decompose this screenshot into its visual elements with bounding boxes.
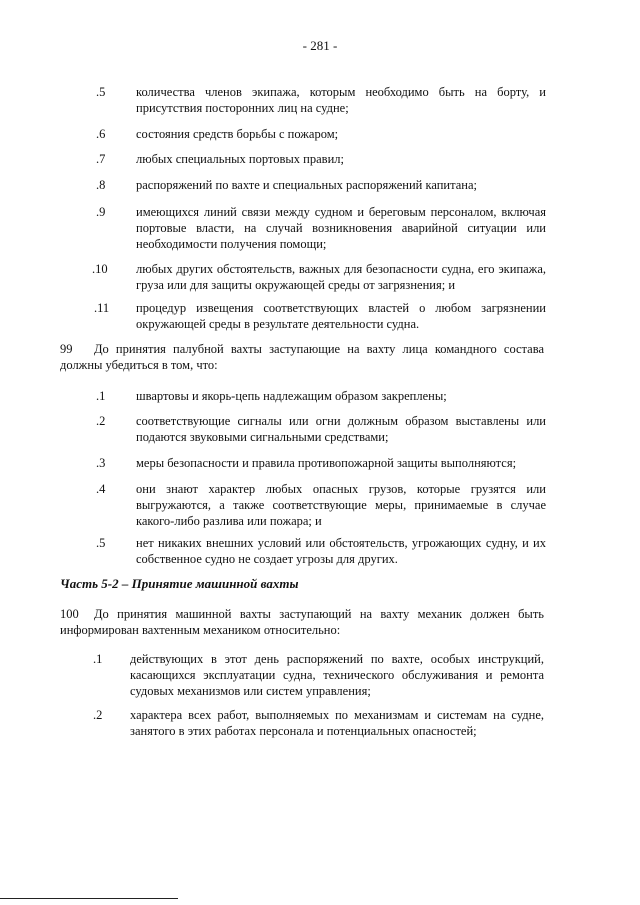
footnote-divider (0, 898, 178, 899)
item-text: нет никаких внешних условий или обстоятельств, угрожающих судну, и их собственное судно не создает угрозы для других. (136, 536, 546, 566)
item-text: состояния средств борьбы с пожаром; (136, 127, 339, 141)
item-number: .3 (96, 456, 106, 470)
paragraph-number: 99 (60, 342, 73, 356)
item-number: .5 (96, 536, 106, 550)
item-number: .8 (96, 178, 106, 192)
item-number: .1 (96, 389, 106, 403)
item-text: распоряжений по вахте и специальных распоряжений капитана; (136, 178, 477, 192)
item-text: соответствующие сигналы или огни должным образом выставлены или подаются звуковыми сигнальными средствами; (136, 414, 546, 444)
item-text: швартовы и якорь-цепь надлежащим образом закреплены; (136, 389, 447, 403)
page-number: - 281 - (302, 38, 338, 53)
paragraph-99 (60, 341, 544, 373)
section-heading: Часть 5-2 – Принятие машинной вахты (60, 576, 299, 591)
paragraph-100 (60, 606, 544, 638)
item-text: меры безопасности и правила противопожарной защиты выполняются; (136, 456, 517, 470)
paragraph-text: До принятия машинной вахты заступающий на вахту механик должен быть информирован вахтенным механиком относительно: (60, 607, 544, 637)
item-text: количества членов экипажа, которым необходимо быть на борту, и присутствия посторонних лиц на судне; (136, 85, 546, 115)
item-number: .11 (94, 301, 110, 315)
item-number: .7 (96, 152, 106, 166)
item-number: .2 (96, 414, 106, 428)
item-text: любых специальных портовых правил; (136, 152, 344, 166)
item-text: процедур извещения соответствующих властей о любом загрязнении окружающей среды в результате деятельности судна. (136, 301, 546, 331)
item-text: имеющихся линий связи между судном и береговым персоналом, включая портовые власти, на случай возникновения аварийной ситуации или необходимости получения помощи; (136, 205, 546, 251)
item-text: действующих в этот день распоряжений по вахте, особых инструкций, касающихся эксплуатации судна, технического обслуживания и ремонта судовых механизмов или систем управления; (130, 652, 544, 698)
item-text: характера всех работ, выполняемых по механизмам и системам на судне, занятого в этих работах персонала и потенциальных опасностей; (130, 708, 544, 738)
item-text: любых других обстоятельств, важных для безопасности судна, его экипажа, груза или для защиты окружающей среды от загрязнения; и (136, 262, 546, 292)
item-number: .9 (96, 205, 106, 219)
item-number: .5 (96, 85, 106, 99)
paragraph-number: 100 (60, 607, 79, 621)
item-number: .10 (92, 262, 108, 276)
item-text: они знают характер любых опасных грузов, которые грузятся или выгружаются, а также соответствующие меры, принимаемые в случае какого-либо разлива или пожара; и (136, 482, 546, 528)
item-number: .1 (93, 652, 103, 666)
item-number: .4 (96, 482, 106, 496)
item-number: .2 (93, 708, 103, 722)
paragraph-text: До принятия палубной вахты заступающие на вахту лица командного состава должны убедиться в том, что: (60, 342, 544, 372)
item-number: .6 (96, 127, 106, 141)
